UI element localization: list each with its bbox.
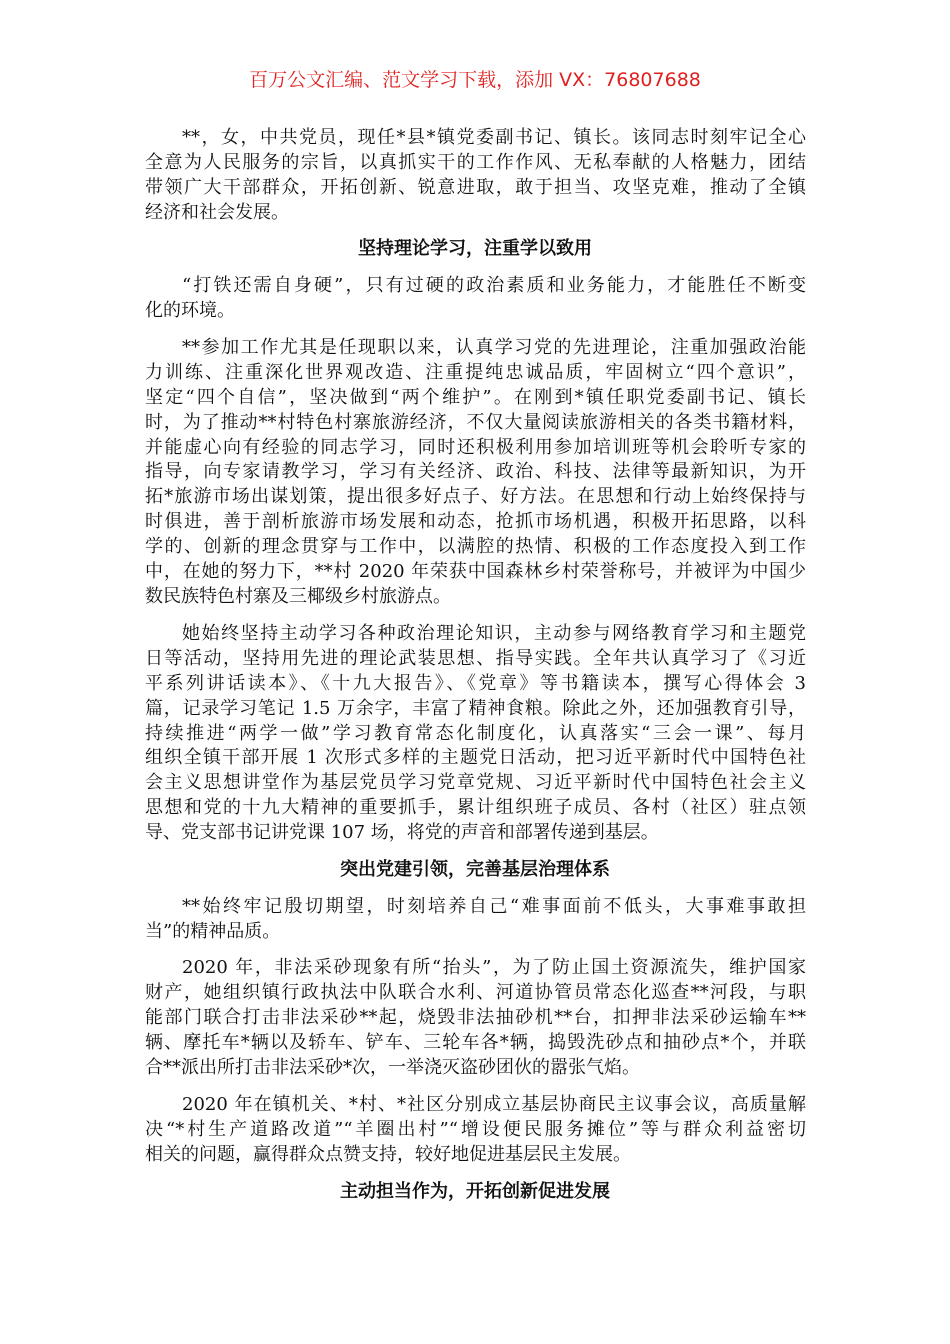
text-line: 指导，向专家请教学习，学习有关经济、政治、科技、法律等最新知识，为开 bbox=[145, 461, 806, 483]
text-line: 当”的精神品质。 bbox=[145, 920, 281, 942]
text-line: 财产，她组织镇行政执法中队联合水利、河道协管员常态化巡查**河段，与职 bbox=[145, 981, 806, 1003]
text-line: 经济和社会发展。 bbox=[145, 201, 289, 223]
text-line: 决“*村生产道路改道”“羊圈出村”“增设便民服务摊位”等与群众利益密切 bbox=[145, 1118, 806, 1140]
text-line: 全意为人民服务的宗旨，以真抓实干的工作作风、无私奉献的人格魅力，团结 bbox=[145, 151, 806, 173]
text-line: **参加工作尤其是任现职以来，认真学习党的先进理论，注重加强政治能 bbox=[182, 337, 806, 358]
text-line: 平系列讲话读本》、《十九大报告》、《党章》等书籍读本，撰写心得体会 3 bbox=[145, 672, 806, 694]
paragraph-democracy bbox=[145, 1093, 806, 1168]
text-line: **，女，中共党员，现任*县*镇党委副书记、镇长。该同志时刻牢记全心 bbox=[182, 127, 806, 148]
text-line: 能部门联合打击非法采砂**起，烧毁非法抽砂机**台，扣押非法采砂运输车** bbox=[145, 1006, 806, 1028]
paragraph-sand-mining bbox=[145, 956, 806, 1080]
section-heading-theory: 坚持理论学习，注重学以致用 bbox=[358, 238, 592, 259]
text-line: 篇，记录学习笔记 1.5 万余字，丰富了精神食粮。除此之外，还加强教育引导， bbox=[145, 697, 806, 719]
text-line: 学的、创新的理念贯穿与工作中，以满腔的热情、积极的工作态度投入到工作 bbox=[145, 536, 806, 558]
paragraph-quote bbox=[145, 274, 806, 324]
text-line: 2020 年在镇机关、*村、*社区分别成立基层协商民主议事会议，高质量解 bbox=[182, 1094, 806, 1115]
text-line: 并能虚心向有经验的同志学习，同时还积极利用参加培训班等机会聆听专家的 bbox=[145, 436, 806, 458]
text-line: 带领广大干部群众，开拓创新、锐意进取，敢于担当、攻坚克难，推动了全镇 bbox=[145, 176, 806, 198]
watermark-banner: 百万公文汇编、范文学习下载，添加 VX：76807688 bbox=[249, 69, 701, 91]
section-heading-party: 突出党建引领，完善基层治理体系 bbox=[340, 859, 610, 880]
paragraph-expectation bbox=[145, 895, 806, 945]
section-heading-innovation: 主动担当作为，开拓创新促进发展 bbox=[340, 1181, 610, 1202]
text-line: 日等活动，坚持用先进的理论武装思想、指导实践。全年共认真学习了《习近 bbox=[145, 647, 806, 669]
text-line: 合**派出所打击非法采砂*次，一举浇灭盗砂团伙的嚣张气焰。 bbox=[145, 1056, 640, 1078]
text-line: 会主义思想讲堂作为基层党员学习党章党规、习近平新时代中国特色社会主义 bbox=[145, 772, 806, 794]
text-line: 化的环境。 bbox=[145, 299, 235, 321]
text-line: 她始终坚持主动学习各种政治理论知识，主动参与网络教育学习和主题党 bbox=[182, 623, 806, 644]
text-line: 时俱进，善于剖析旅游市场发展和动态，抢抓市场机遇，积极开拓思路，以科 bbox=[145, 511, 806, 533]
paragraph-study bbox=[145, 336, 806, 610]
paragraph-learning bbox=[145, 622, 806, 846]
text-line: 时，为了推动**村特色村寨旅游经济，不仅大量阅读旅游相关的各类书籍材料， bbox=[145, 411, 806, 433]
text-line: **始终牢记殷切期望，时刻培养自己“难事面前不低头，大事难事敢担 bbox=[182, 896, 806, 917]
text-line: “打铁还需自身硬”，只有过硬的政治素质和业务能力，才能胜任不断变 bbox=[182, 275, 806, 296]
text-line: 坚定“四个自信”，坚决做到“两个维护”。在刚到*镇任职党委副书记、镇长 bbox=[145, 386, 806, 408]
text-line: 拓*旅游市场出谋划策，提出很多好点子、好方法。在思想和行动上始终保持与 bbox=[145, 486, 806, 508]
text-line: 数民族特色村寨及三椰级乡村旅游点。 bbox=[145, 585, 451, 607]
text-line: 思想和党的十九大精神的重要抓手，累计组织班子成员、各村（社区）驻点领 bbox=[145, 797, 806, 819]
text-line: 导、党支部书记讲党课 107 场，将党的声音和部署传递到基层。 bbox=[145, 822, 659, 844]
paragraph-intro bbox=[145, 126, 806, 226]
text-line: 中，在她的努力下，**村 2020 年荣获中国森林乡村荣誉称号，并被评为中国少 bbox=[145, 561, 806, 583]
text-line: 相关的问题，赢得群众点赞支持，较好地促进基层民主发展。 bbox=[145, 1143, 631, 1165]
text-line: 组织全镇干部开展 1 次形式多样的主题党日活动，把习近平新时代中国特色社 bbox=[145, 747, 806, 769]
text-line: 持续推进“两学一做”学习教育常态化制度化，认真落实“三会一课”、每月 bbox=[145, 722, 806, 744]
text-line: 力训练、注重深化世界观改造、注重提纯忠诚品质，牢固树立“四个意识”， bbox=[145, 361, 806, 383]
text-line: 辆、摩托车*辆以及轿车、铲车、三轮车各*辆，捣毁洗砂点和抽砂点*个，并联 bbox=[145, 1031, 806, 1053]
text-line: 2020 年，非法采砂现象有所“抬头”，为了防止国土资源流失，维护国家 bbox=[182, 957, 806, 978]
